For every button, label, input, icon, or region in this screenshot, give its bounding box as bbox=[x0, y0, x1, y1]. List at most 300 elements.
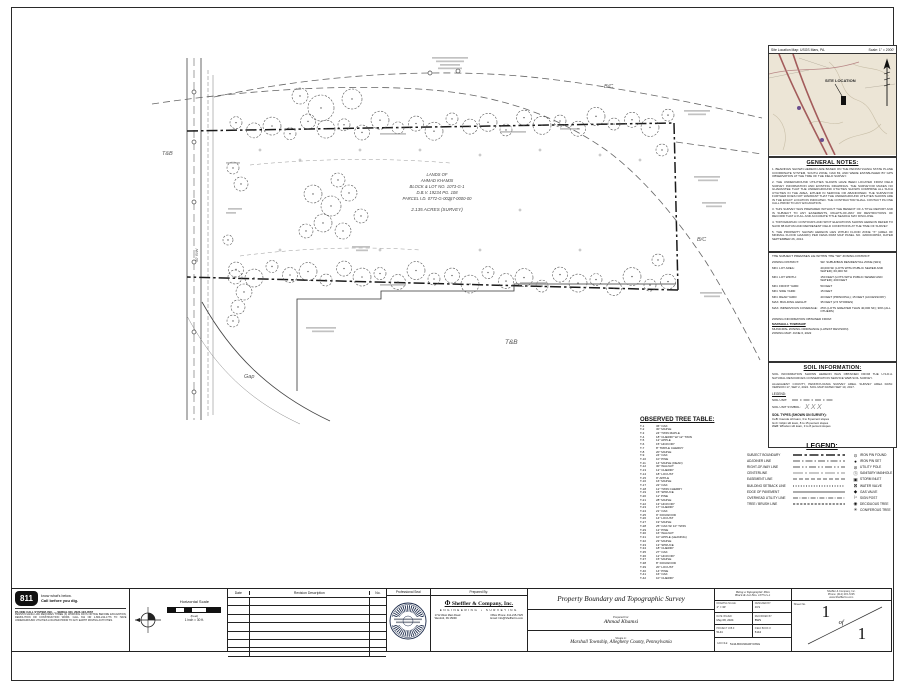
tree-id: T-28 bbox=[640, 523, 647, 528]
revision-col-desc: Revision Description bbox=[250, 591, 370, 595]
drawing-info-block bbox=[715, 589, 792, 651]
company-addr2: Wexford, PA 15090 bbox=[434, 617, 457, 621]
tree-id: T-30 bbox=[640, 531, 647, 536]
zoning-source-line: ZONING MAP: JUNE 6, 2022 bbox=[772, 331, 812, 336]
tree-id: T-9 bbox=[640, 453, 645, 458]
tree-id: T-17 bbox=[640, 483, 647, 487]
tree-desc: 13" SPRUCE bbox=[656, 542, 674, 547]
zoning-row bbox=[772, 276, 893, 283]
soil-type: CeB: Cavode silt loam, 3 to 8 percent slopes bbox=[772, 417, 830, 421]
legend-line-label: CENTERLINE bbox=[747, 471, 768, 476]
sheet-contact-info bbox=[792, 589, 891, 601]
tree-table-heading: OBSERVED TREE TABLE: bbox=[640, 417, 715, 423]
drawing-scale-label: DRAWING SCALE: bbox=[716, 603, 737, 606]
tree-id: T-11 bbox=[640, 460, 646, 465]
company-name-text: Sheffler & Company, Inc. bbox=[451, 601, 514, 607]
811-notice: PENNSYLVANIA LAW REQUIRES THREE (3) WORKING DAYS NOTICE BEFORE EXCAVATION, DEMOLITION OR CONSTRUCTION WORK. CALL 811 OR 1-800-242-1776 TO HAVE UNDERGROUND UTILITIES LOCATED PRIOR TO ANY EARTH MOVING ACTIVITIES. bbox=[15, 613, 127, 622]
tree-desc: 18" LOCUST bbox=[656, 471, 674, 476]
legend-line-types bbox=[747, 452, 846, 513]
soil-symbol-label: SOIL UNIT SYMBOL: bbox=[772, 405, 801, 409]
revision-header bbox=[228, 589, 386, 598]
soil-symbol-row bbox=[772, 404, 893, 411]
tree-desc: 10" APPLE (LEANING) bbox=[656, 535, 687, 540]
sign-post-icon: ⚐ bbox=[853, 495, 858, 501]
revision-empty-row bbox=[228, 598, 386, 606]
rev-c3 bbox=[370, 648, 386, 655]
client-name: Ahmad Khamsi bbox=[603, 618, 639, 625]
tree-desc: 8" TRIPLE CHERRY bbox=[656, 445, 684, 450]
rev-c1 bbox=[228, 606, 250, 613]
tree-desc: 21" OAK bbox=[656, 509, 668, 514]
tree-id: T-1 bbox=[640, 423, 645, 428]
legend-line-label: BUILDING SETBACK LINE bbox=[747, 483, 786, 488]
tree-id: T-5 bbox=[640, 438, 645, 443]
sheet-no-label: Sheet No. bbox=[793, 602, 807, 607]
tree-desc: 16" OAK bbox=[656, 572, 668, 577]
soil-unit-label: SOIL UNIT: bbox=[772, 397, 788, 402]
zoning-value: 150 FEET (LOTS WITH PUBLIC SEWER AND WATER); 200 FEET bbox=[820, 274, 883, 282]
tree-desc: 15" HICKORY bbox=[656, 442, 675, 447]
rev-c2 bbox=[250, 632, 370, 639]
company-email: Email: Info@ShefflerCo.com bbox=[490, 617, 524, 621]
tree-desc: 18" CHERRY W/ 12" TWIN bbox=[656, 434, 692, 439]
seal-header: Professional Seal bbox=[387, 589, 430, 596]
tree-desc: 22" OAK bbox=[656, 483, 668, 487]
recorded-by-value: BWS bbox=[754, 617, 762, 622]
rev-c2 bbox=[250, 606, 370, 613]
prepared-for-label: Prepared For: bbox=[613, 615, 630, 619]
situate-label: Situate in: bbox=[615, 637, 627, 640]
tree-desc: 19" MAPLE bbox=[656, 520, 672, 525]
tree-desc: 16" MAPLE bbox=[656, 479, 672, 484]
company-addr1: 1712 West Main Road bbox=[434, 614, 461, 617]
rev-c1 bbox=[228, 615, 250, 622]
parcel-line: BLOCK & LOT NO. 1073-G-1 bbox=[409, 184, 465, 189]
rev-c2 bbox=[250, 623, 370, 630]
legend-symbol-label: STORM INLET bbox=[860, 477, 882, 482]
zoning-label: MAX. BUILDING HEIGHT: bbox=[772, 300, 808, 305]
legend-line-label: OVERHEAD UTILITY LINE bbox=[747, 495, 786, 500]
tree-desc: 18" CHERRY bbox=[656, 546, 674, 551]
tree-id: T-22 bbox=[640, 501, 647, 506]
tree-desc: 12" TWIN CHERRY bbox=[656, 486, 683, 491]
legend-line-label: TREE / BRUSH LINE bbox=[747, 501, 778, 506]
tree-id: T-38 bbox=[640, 561, 647, 566]
gas-valve-icon: ◆ bbox=[853, 489, 858, 495]
revision-empty-row bbox=[228, 606, 386, 614]
revision-table bbox=[228, 589, 387, 651]
legend-symbol-label: SANITARY MANHOLE bbox=[860, 471, 893, 476]
rev-c2 bbox=[250, 640, 370, 647]
tree-id: T-42 bbox=[640, 575, 647, 580]
tree-id: T-13 bbox=[640, 468, 647, 473]
zoning-row bbox=[772, 261, 893, 264]
contact-line2: Phone: (412) 215-7225 bbox=[827, 593, 855, 597]
label-bc-right: B/C bbox=[697, 237, 707, 243]
zoning-row bbox=[772, 296, 893, 299]
tree-desc: 15" SPRUCE bbox=[656, 490, 674, 495]
label-bc-top: B/C bbox=[604, 84, 614, 90]
tree-id: T-36 bbox=[640, 553, 647, 558]
parcel-line: D.B.V. 19234 PG. 108 bbox=[416, 190, 458, 195]
legend-symbol-label: UTILITY POLE bbox=[860, 465, 882, 470]
general-notes-body bbox=[769, 168, 896, 241]
legend-line-label: EDGE OF PAVEMENT bbox=[747, 489, 780, 494]
legend-line-sample bbox=[792, 501, 846, 507]
tree-desc: 27" OAK bbox=[656, 549, 668, 554]
zoning-row bbox=[772, 301, 893, 304]
zoning-label: MIN. LOT WIDTH: bbox=[772, 274, 797, 279]
company-logo-icon: Φ bbox=[444, 599, 451, 607]
811-tagline bbox=[41, 594, 78, 602]
zoning-label: MIN. REAR YARD: bbox=[772, 294, 798, 299]
cad-file-label: CAD FILE: bbox=[717, 643, 728, 646]
tree-id: T-39 bbox=[640, 564, 647, 569]
label-tb-mid: T&B bbox=[505, 339, 518, 346]
survey-title: Property Boundary and Topographic Survey bbox=[557, 595, 685, 603]
soil-paragraph: ALLEGHENY COUNTY, PENNSYLVANIA SURVEY AREA. SURVEY AREA DATA: VERSION 17, SEP 2, 2022. SOIL MAP DATED SEP 10, 2017. bbox=[772, 381, 893, 389]
zoning-label: MAX. IMPERVIOUS COVERAGE: bbox=[772, 305, 818, 310]
site-location-label: SITE LOCATION bbox=[825, 78, 856, 83]
811-logo-icon: 811 bbox=[15, 591, 38, 606]
parcel-line: LANDS OF bbox=[426, 172, 448, 177]
tree-id: T-40 bbox=[640, 568, 647, 573]
legend-line-label: ADJOINER LINE bbox=[747, 459, 772, 464]
storm-inlet-icon: ▣ bbox=[853, 476, 858, 482]
tree-id: T-18 bbox=[640, 486, 647, 491]
legend-symbols bbox=[851, 452, 900, 513]
legend-line-sample bbox=[792, 476, 846, 482]
soil-types-list bbox=[769, 418, 896, 429]
tree-desc: 12" PINE bbox=[656, 527, 669, 532]
zoning-value: 50 FEET bbox=[820, 283, 833, 288]
tree-desc: 30" MAPLE bbox=[656, 427, 672, 432]
general-note: 1. BEARINGS SHOWN HEREON ARE BASED ON THE PENNSYLVANIA STATE PLANE COORDINATE SYSTEM, SOUTH ZONE, NAD 83, AND WERE ESTABLISHED BY GPS OBSERVATION AT THE TIME OF THE FIELD SURVEY. bbox=[772, 167, 893, 178]
date-issued-value: May 08, 2024 bbox=[716, 617, 734, 622]
designed-by-value: JCS bbox=[754, 605, 761, 610]
scale-title: Horizontal Scale bbox=[179, 599, 209, 604]
tree-desc: 20" MAPLE bbox=[656, 449, 672, 454]
zoning-value: SR: SUBURBAN RESIDENTIAL ZONE (SR1) bbox=[820, 260, 882, 264]
tree-desc: 12" CHERRY bbox=[656, 468, 674, 473]
rev-c3 bbox=[370, 640, 386, 647]
legend-heading: LEGEND: bbox=[806, 443, 838, 450]
tree-id: T-27 bbox=[640, 520, 647, 525]
tree-desc: 12" HICKORY bbox=[656, 553, 675, 558]
tree-id: T-31 bbox=[640, 535, 647, 540]
revision-col-date: Date bbox=[228, 591, 250, 595]
tree-id: T-33 bbox=[640, 542, 647, 547]
tree-desc: 12" APPLE bbox=[656, 438, 671, 443]
zoning-source-line: MARSHALL TOWNSHIP bbox=[772, 321, 806, 326]
tree-id: T-26 bbox=[640, 516, 647, 521]
legend-line-sample bbox=[792, 495, 846, 501]
tree-desc: 16" WALNUT bbox=[656, 531, 674, 536]
tree-desc: 9" APPLE bbox=[656, 475, 670, 480]
tree-id: T-14 bbox=[640, 471, 647, 476]
sheet-number-current: 1 bbox=[821, 602, 831, 622]
rev-c2 bbox=[250, 648, 370, 655]
utility-pole-icon: ⊘ bbox=[853, 464, 858, 470]
title-center-block bbox=[528, 589, 715, 651]
zoning-row bbox=[772, 290, 893, 293]
tree-id: T-8 bbox=[640, 449, 645, 454]
sheet-of-label: of bbox=[838, 619, 844, 627]
call-811-block bbox=[12, 589, 130, 651]
rev-c1 bbox=[228, 640, 250, 647]
deciduous-tree-icon: ◉ bbox=[853, 501, 858, 507]
drawing-scale-value: 1" = 30' bbox=[716, 605, 726, 610]
parcel-acres: 2.135 ACRES (SURVEY) bbox=[411, 207, 463, 212]
tree-id: T-7 bbox=[640, 445, 645, 450]
rev-c1 bbox=[228, 632, 250, 639]
soil-unit-row bbox=[772, 398, 893, 402]
general-notes-heading: GENERAL NOTES: bbox=[806, 160, 859, 166]
label-gap: Gap bbox=[244, 374, 255, 380]
rev-c3 bbox=[370, 632, 386, 639]
tree-id: T-21 bbox=[640, 497, 647, 502]
legend-line-label: EASEMENT LINE bbox=[747, 477, 773, 482]
tree-desc: 13" HICKORY bbox=[656, 501, 675, 506]
tree-desc: 28" MAPLE bbox=[656, 497, 672, 502]
zoning-label: MIN. FRONT YARD: bbox=[772, 283, 800, 288]
municipality: Marshall Township, Allegheny County, Pennsylvania bbox=[570, 640, 672, 645]
label-tb-left: T&B bbox=[162, 151, 173, 157]
tree-desc: 14" MAPLE (DEAD) bbox=[656, 460, 683, 465]
rev-c3 bbox=[370, 598, 386, 605]
sheet-number-total: 1 bbox=[857, 624, 867, 644]
zoning-source-label: ZONING INFORMATION OBTAINED FROM: bbox=[772, 316, 832, 321]
tree-id: T-10 bbox=[640, 456, 647, 461]
tree-desc: 14" LOCUST bbox=[656, 516, 674, 521]
soil-heading: SOIL INFORMATION: bbox=[803, 365, 862, 371]
tree-desc: 10" PINE bbox=[656, 456, 669, 461]
tree-desc: 20" LOCUST bbox=[656, 564, 674, 569]
legend-symbol-label: GAS VALVE bbox=[860, 489, 878, 494]
iron-pin-found-icon: ⊙ bbox=[853, 452, 858, 458]
revision-empty-row bbox=[228, 648, 386, 656]
field-book-value: 5144 bbox=[754, 629, 762, 634]
field-book-label: FIELD BOOK #: bbox=[754, 627, 772, 630]
zoning-panel bbox=[768, 252, 897, 362]
tree-id: T-29 bbox=[640, 527, 647, 532]
tree-id: T-4 bbox=[640, 434, 645, 439]
parcel-line: PARCEL I.D. 0772-G-00257-0000-00 bbox=[402, 196, 472, 201]
soil-paragraphs bbox=[769, 373, 896, 390]
tree-id: T-20 bbox=[640, 494, 647, 499]
811-tag2: Call before you dig. bbox=[41, 597, 79, 603]
general-note: 2. THE UNDERGROUND UTILITIES SHOWN HAVE BEEN LOCATED FROM FIELD SURVEY INFORMATION AND EXISTING DRAWINGS. THE SURVEYOR MAKES NO GUARANTEE THAT THE UNDERGROUND UTILITIES SHOWN COMPRISE ALL SUCH UTILITIES IN THE AREA, EITHER IN SERVICE OR ABANDONED. THE SURVEYOR FURTHER DOES NOT WARRANT THAT THE UNDERGROUND UTILITIES SHOWN ARE IN THE EXACT LOCATION INDICATED. THE CONTRACTOR SHALL CONTACT PA ONE CALL PRIOR TO ANY EXCAVATION. bbox=[772, 180, 893, 205]
sanitary-manhole-icon: Ⓢ bbox=[853, 470, 858, 476]
tree-id: T-41 bbox=[640, 572, 647, 577]
being-line2: Block & Lot Nos. 1073-G-1 bbox=[735, 593, 771, 598]
site-map-header bbox=[769, 46, 896, 54]
contact-line1: Sheffler & Company, Inc. bbox=[826, 590, 856, 593]
zoning-value: 40 FEET (PRINCIPAL); 15 FEET (ACCESSORY) bbox=[820, 294, 886, 299]
revision-empty-row bbox=[228, 615, 386, 623]
revision-empty-row bbox=[228, 632, 386, 640]
soil-paragraph: SOIL INFORMATION SHOWN HEREON WAS OBTAINED FROM THE U.S.D.A. NATURAL RESOURCES CONSERVATION SERVICE WEB SOIL SURVEY. bbox=[772, 372, 893, 380]
legend bbox=[747, 443, 897, 513]
tree-id: T-34 bbox=[640, 546, 647, 551]
tree-id: T-6 bbox=[640, 442, 645, 447]
tree-desc: 25" OAK W/ 10" TWIN bbox=[656, 523, 686, 528]
observed-tree-table bbox=[640, 417, 746, 581]
tree-desc: 24" OAK bbox=[656, 453, 668, 458]
soil-type: WaB: Wharton silt loam, 3 to 8 percent slopes bbox=[772, 424, 831, 428]
zoning-value: 15 FEET bbox=[820, 289, 833, 294]
legend-line-sample bbox=[792, 452, 846, 458]
zoning-label: MIN. LOT AREA: bbox=[772, 265, 795, 270]
legend-line-sample bbox=[792, 470, 846, 476]
project-job-label: PROJECT JOB #: bbox=[716, 627, 735, 630]
legend-symbol-row bbox=[851, 507, 900, 513]
rev-c3 bbox=[370, 606, 386, 613]
soil-symbol: XXX bbox=[804, 403, 824, 411]
zoning-value: 35 FEET (2.5 STORIES) bbox=[820, 300, 854, 305]
zoning-value: 40,000 SF (LOTS WITH PUBLIC SEWER AND WATER); 60,000 SF bbox=[820, 265, 883, 273]
title-block bbox=[11, 588, 892, 652]
legend-symbol-label: WATER VALVE bbox=[860, 483, 882, 488]
recorded-by-label: RECORDED BY: bbox=[754, 615, 773, 618]
legend-symbol-label: IRON PIN FOUND bbox=[860, 453, 887, 458]
tree-desc: 17" CHERRY bbox=[656, 505, 674, 510]
rev-c2 bbox=[250, 615, 370, 622]
tree-desc: 23" MAPLE bbox=[656, 538, 672, 543]
professional-seal-block bbox=[387, 589, 431, 651]
cad-file-value: 5144-BOUNDARY.DWG bbox=[729, 642, 761, 647]
project-job-value: 5144 bbox=[716, 629, 723, 634]
tree-id: T-19 bbox=[640, 490, 647, 495]
scale-block bbox=[130, 589, 227, 651]
811-serial: PA ONE CALL SYSTEM, INC. — SERIAL NO. 2024-123-4567 bbox=[15, 608, 126, 614]
tree-id: T-25 bbox=[640, 512, 647, 517]
zoning-row bbox=[772, 307, 893, 314]
soil-line-sample bbox=[791, 398, 835, 402]
scale-ratio: 1 inch = 30 ft. bbox=[184, 617, 204, 622]
being-line1: Being a Topographic Plan bbox=[735, 589, 770, 594]
tree-id: T-23 bbox=[640, 505, 647, 510]
zoning-value: 25% (LOTS GREATER THAN 40,000 SF); 30% (ALL OTHERS) bbox=[820, 305, 891, 314]
tree-id: T-37 bbox=[640, 557, 647, 562]
soil-types-label: SOIL TYPES (SHOWN ON SURVEY): bbox=[772, 412, 827, 417]
zoning-label: ZONING DISTRICT: bbox=[772, 260, 799, 264]
tree-desc: 36" OAK bbox=[656, 423, 668, 428]
tree-desc: 15" MAPLE bbox=[656, 557, 672, 562]
tree-desc: 14" PINE bbox=[656, 568, 669, 573]
soil-type: GvC: Gilpin silt loam, 8 to 15 percent slopes bbox=[772, 420, 829, 425]
general-note: 4. TOPOGRAPHIC CONTOURS AND SPOT ELEVATIONS SHOWN HEREON REFER TO NAVD 88 DATUM AND REPRESENT FIELD CONDITIONS AT THE TIME OF SURVEY. bbox=[772, 220, 893, 228]
legend-line-label: RIGHT-OF-WAY LINE bbox=[747, 465, 779, 470]
rev-c2 bbox=[250, 598, 370, 605]
legend-line-row bbox=[747, 501, 846, 507]
tree-id: T-12 bbox=[640, 464, 647, 469]
prepared-by-block bbox=[431, 589, 528, 651]
legend-line-sample bbox=[792, 464, 846, 470]
811-tag1: know what's below. bbox=[41, 594, 72, 599]
legend-line-sample bbox=[792, 483, 846, 489]
contact-line3: www.ShefflerCo.com bbox=[829, 596, 854, 600]
tree-desc: 8" DOGWOOD bbox=[656, 561, 677, 566]
general-note: 3. THIS SURVEY WAS PREPARED WITHOUT THE BENEFIT OF A TITLE REPORT AND IS SUBJECT TO ANY EASEMENTS, RIGHTS-OF-WAY OR RESTRICTIONS OF RECORD THAT A FULL AND ACCURATE TITLE SEARCH MAY DISCLOSE. bbox=[772, 207, 893, 218]
zoning-table bbox=[769, 261, 896, 314]
water-valve-icon: ⊠ bbox=[853, 483, 858, 489]
tree-id: T-15 bbox=[640, 475, 647, 480]
legend-symbol-label: CONIFEROUS TREE bbox=[860, 507, 891, 512]
scale-bar-graphic bbox=[167, 607, 221, 613]
company-phone: Office Phone: 412-215-7225 bbox=[490, 614, 523, 617]
sheet-border bbox=[11, 7, 894, 681]
tree-row bbox=[640, 577, 746, 581]
tree-id: T-35 bbox=[640, 549, 647, 554]
revision-empty-row bbox=[228, 640, 386, 648]
legend-symbol-label: DECIDUOUS TREE bbox=[860, 501, 889, 506]
soil-panel bbox=[768, 362, 897, 448]
legend-line-sample bbox=[792, 489, 846, 495]
rev-c1 bbox=[228, 598, 250, 605]
rev-c1 bbox=[228, 648, 250, 655]
surveyor-seal-icon bbox=[388, 596, 428, 644]
site-map-graphic bbox=[769, 54, 896, 155]
tree-desc: 9" DOGWOOD bbox=[656, 512, 677, 517]
zoning-row bbox=[772, 267, 893, 274]
tree-id: T-16 bbox=[640, 479, 647, 484]
tree-id: T-2 bbox=[640, 427, 645, 432]
tree-id: T-3 bbox=[640, 430, 645, 435]
rev-c3 bbox=[370, 615, 386, 622]
site-map-scale: Scale: 1" = 2000' bbox=[868, 47, 894, 52]
zoning-source-line: MUNICIPAL ZONING ORDINANCE (LATEST REVISION) bbox=[772, 326, 849, 331]
zoning-row bbox=[772, 285, 893, 288]
revision-rows bbox=[228, 598, 386, 657]
company-tagline: ENGINEERING • SURVEYING bbox=[439, 608, 518, 612]
coniferous-tree-icon: ✳ bbox=[853, 507, 858, 513]
scale-feet-label: (Feet) bbox=[190, 613, 199, 618]
being-plan-label bbox=[715, 589, 791, 601]
tree-id: T-32 bbox=[640, 538, 647, 543]
site-marker bbox=[841, 96, 846, 105]
legend-line-label: SUBJECT BOUNDARY bbox=[747, 453, 781, 458]
date-issued-label: DATE ISSUED: bbox=[716, 615, 733, 618]
company-name bbox=[431, 599, 527, 607]
parcel-line: AHMAD KHAMSI bbox=[420, 178, 454, 183]
tree-desc: 24" TWIN MAPLE bbox=[656, 430, 680, 435]
north-compass-icon bbox=[134, 605, 162, 635]
soil-legend-label: LEGEND: bbox=[772, 392, 786, 396]
label-row: 50' R/W bbox=[195, 248, 199, 262]
company-address bbox=[431, 612, 527, 620]
general-note: 5. THE PROPERTY SHOWN HEREON LIES WITHIN FLOOD ZONE "X" (AREA OF MINIMAL FLOOD HAZARD) PER FEMA FIRM MAP PANEL NO. 42003C0059J, DATED SEPTEMBER 26, 2014. bbox=[772, 229, 893, 241]
site-map-title: Site Location Map: USGS Mars, PA. bbox=[771, 47, 826, 52]
sheet-number-block bbox=[792, 589, 891, 651]
zoning-source-lines bbox=[769, 322, 896, 336]
prepared-by-header: Prepared By: bbox=[431, 589, 527, 596]
tree-desc: 10" CHERRY bbox=[656, 575, 674, 580]
iron-pin-set-icon: ● bbox=[854, 458, 857, 464]
designed-by-label: DESIGNED BY: bbox=[754, 603, 771, 606]
revision-col-no: No. bbox=[375, 591, 381, 595]
legend-symbol-label: SIGN POST bbox=[860, 495, 878, 500]
rev-c3 bbox=[370, 623, 386, 630]
rev-c1 bbox=[228, 623, 250, 630]
revision-empty-row bbox=[228, 623, 386, 631]
zoning-label: MIN. SIDE YARD: bbox=[772, 289, 796, 294]
legend-symbol-label: IRON PIN SET bbox=[860, 459, 882, 464]
tree-table-rows bbox=[640, 425, 746, 581]
zoning-intro: THE SUBJECT PREMISES LIE WITHIN THE "SR" ZONING DISTRICT: bbox=[772, 254, 871, 258]
site-location-map bbox=[768, 45, 897, 157]
tree-id: T-24 bbox=[640, 509, 647, 514]
